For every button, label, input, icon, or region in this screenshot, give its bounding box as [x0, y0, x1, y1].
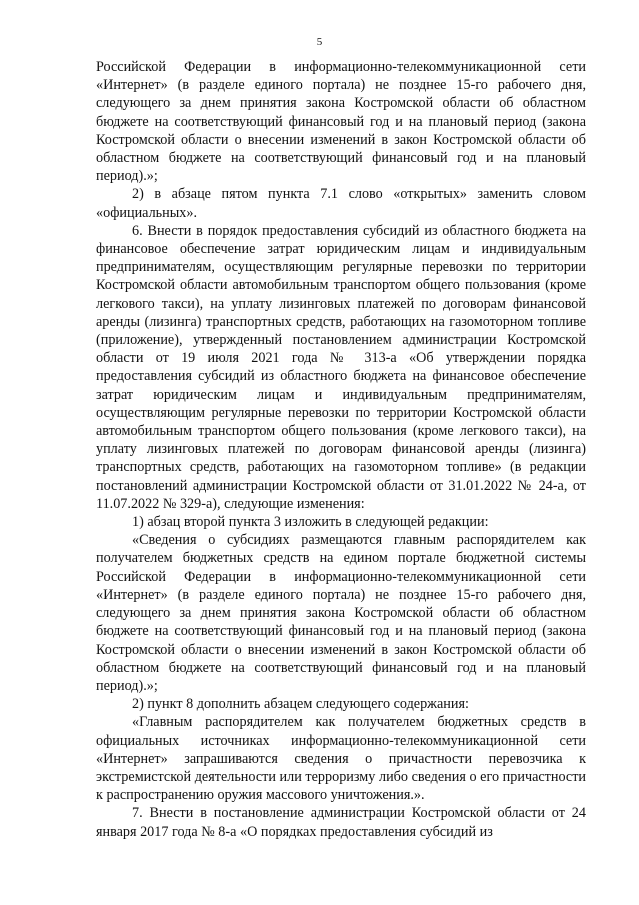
paragraph-item-1: 1) абзац второй пункта 3 изложить в следующей редакции: [132, 514, 489, 531]
paragraph-continuation: Российской Федерации в информационно-телекоммуникационной сети «Интернет» (в разделе единого портала) не позднее 15-го рабочего дня, следующего за днем принятия закона Костромской области об областном бюджете на соответствующий финансовый год и на плановый период (закона Костромской области о внесении изменений в закон Костромской области об областном бюджете на соответствующий финансовый год и на плановый период).»; [96, 59, 586, 185]
document-body [96, 58, 586, 841]
paragraph-section-7: 7. Внести в постановление администрации Костромской области от 24 января 2017 года № 8-а «О порядках предоставления субсидий из [96, 805, 586, 840]
paragraph-quote-extremism: «Главным распорядителем как получателем бюджетных средств в официальных источниках информационно-телекоммуникационной сети «Интернет» запрашиваются сведения о причастности перевозчика к экстремистской деятельности или терроризму либо сведения о его причастности к распространению оружия массового уничтожения.». [96, 714, 586, 804]
page-number: 5 [316, 36, 323, 48]
paragraph-item-2-point-8: 2) пункт 8 дополнить абзацем следующего содержания: [132, 696, 469, 713]
paragraph-section-6: 6. Внести в порядок предоставления субсидий из областного бюджета на финансовое обеспечение затрат юридическим лицам и индивидуальным предпринимателям, осуществляющим регулярные перевозки по территории Костромской области автомобильным транспортом общего пользования (кроме легкового такси), на уплату лизинговых платежей по договорам финансовой аренды (лизинга) транспортных средств, работающих на газомоторном топливе (приложение), утвержденный постановлением администрации Костромской области от 19 июля 2021 года № 313-а «Об утверждении порядка предоставления субсидий из областного бюджета на финансовое обеспечение затрат юридическим лицам и индивидуальным предпринимателям, осуществляющим регулярные перевозки по территории Костромской области автомобильным транспортом общего пользования (кроме легкового такси), на уплату лизинговых платежей по договорам финансовой аренды (лизинга) транспортных средств, работающих на газомоторном топливе» (в редакции постановлений администрации Костромской области от 31.01.2022 № 24-а, от 11.07.2022 № 329-а), следующие изменения: [96, 222, 586, 512]
paragraph-quote-subsidies: «Сведения о субсидиях размещаются главным распорядителем как получателем бюджетных средств на едином портале бюджетной системы Российской Федерации в информационно-телекоммуникационной сети «Интернет» (в разделе единого портала) не позднее 15-го рабочего дня, следующего за днем принятия закона Костромской области об областном бюджете на соответствующий финансовый год и на плановый период (закона Костромской области о внесении изменений в закон Костромской области об областном бюджете на соответствующий финансовый год и на плановый период).»; [96, 532, 586, 694]
paragraph-item-2-official: 2) в абзаце пятом пункта 7.1 слово «открытых» заменить словом «официальных». [96, 186, 586, 221]
